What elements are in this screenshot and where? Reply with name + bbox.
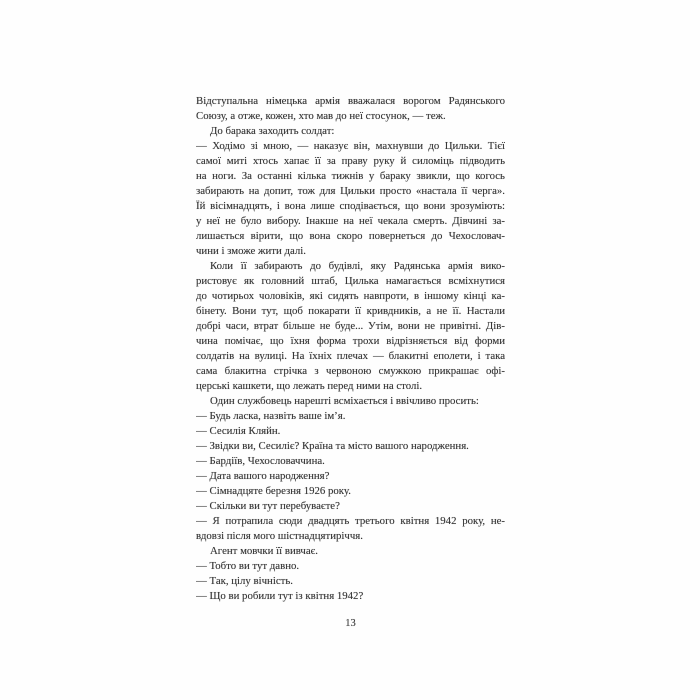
text-line: до чотирьох чоловіків, які сидять навпроти, в іншому кінці ка- — [196, 290, 505, 302]
text-line: — Сесилія Кляйн. — [196, 425, 281, 437]
text-line: солдатів на вулиці. На їхніх плечах — блакитні еполети, і така — [196, 350, 505, 362]
text-line: — Я потрапила сюди двадцять третього квітня 1942 року, не- — [196, 515, 505, 527]
text-line: — Скільки ви тут перебуваєте? — [196, 500, 340, 512]
text-line: церські кашкети, що лежать перед ними на столі. — [196, 380, 423, 392]
text-line: — Дата вашого народження? — [196, 470, 330, 482]
page-number: 13 — [345, 618, 356, 629]
text-line: Один службовець нарешті всміхається і ввічливо просить: — [210, 395, 479, 407]
text-line: — Сімнадцяте березня 1926 року. — [196, 485, 351, 497]
text-line: добрі часи, втрат більше не буде... Утім, вони не привітні. Дів- — [196, 320, 505, 332]
text-line: забирають на допит, тож для Цильки просто «настала її черга». — [196, 185, 505, 197]
text-line: Відступальна німецька армія вважалася ворогом Радянського — [196, 95, 505, 107]
text-line: До барака заходить солдат: — [210, 125, 335, 137]
text-line: Їй вісімнадцять, і вона лише сподівається, що вони зрозуміють: — [196, 200, 505, 212]
text-line: чини і зможе жити далі. — [196, 245, 306, 257]
text-line: вдовзі після мого шістнадцятиріччя. — [196, 530, 363, 542]
text-line: — Ходімо зі мною, — наказує він, махнувши до Цильки. Тієї — [196, 140, 505, 152]
text-line: Коли її забирають до будівлі, яку Радянська армія вико- — [210, 260, 505, 272]
text-line: лишається вірити, що вона скоро повернеться до Чехословач- — [196, 230, 505, 242]
text-line: самої миті хтось хапає її за праву руку й силоміць підводить — [196, 155, 505, 167]
text-line: — Будь ласка, назвіть ваше ім’я. — [196, 410, 346, 422]
book-page-text-block — [196, 94, 505, 604]
text-line: — Тобто ви тут давно. — [196, 560, 300, 572]
text-line: — Звідки ви, Сесиліє? Країна та місто вашого народження. — [196, 440, 469, 452]
text-line: — Бардіїв, Чехословаччина. — [196, 455, 325, 467]
text-line: сама блакитна стрічка з червоною смужкою прикрашає офі- — [196, 365, 505, 377]
text-line: бінету. Вони тут, щоб покарати її кривдників, а не її. Настали — [196, 305, 505, 317]
text-line: ристовує як головний штаб, Цилька намагається всміхнутися — [196, 275, 505, 287]
text-line: на ноги. За останні кілька тижнів у бараку звикли, що когось — [196, 170, 505, 182]
text-line: — Так, цілу вічність. — [196, 575, 293, 587]
text-line: Агент мовчки її вивчає. — [210, 545, 318, 557]
text-line: у неї не було вибору. Інакше на неї чекала смерть. Дівчині за- — [196, 215, 505, 227]
text-line: Союзу, а отже, кожен, хто мав до неї стосунок, — теж. — [196, 110, 446, 122]
text-line: чина помічає, що їхня форма трохи відрізняється від форми — [196, 335, 505, 347]
text-line: — Що ви робили тут із квітня 1942? — [196, 590, 364, 602]
